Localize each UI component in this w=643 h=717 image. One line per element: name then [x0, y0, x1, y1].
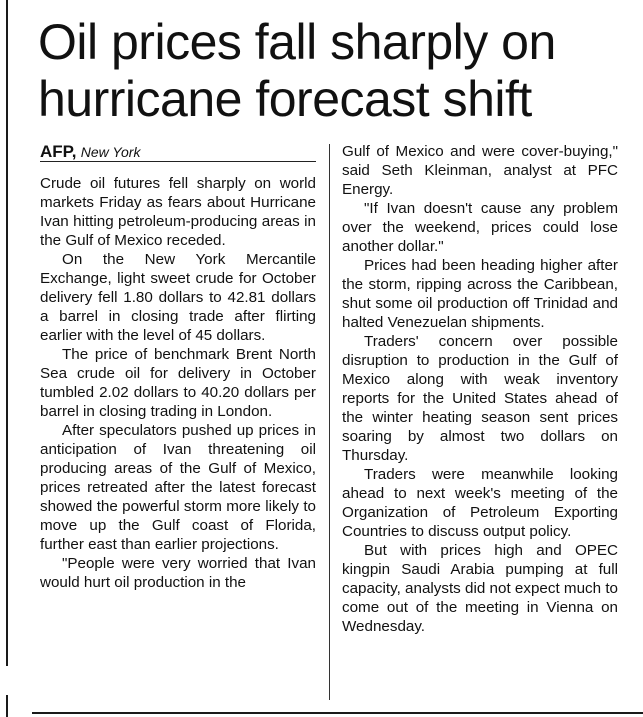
column-divider: [329, 144, 330, 700]
paragraph: After speculators pushed up prices in anticipation of Ivan threatening oil producing areas of the Gulf of Mexico, prices retreated after the latest forecast showed the powerful storm more likely to move up the Gulf coast of Florida, further east than earlier projections.: [40, 422, 316, 553]
paragraph: Traders' concern over possible disruption to production in the Gulf of Mexico along with weak inventory reports for the United States ahead of the winter heating season sent prices soaring by almost two dollars on Thursday.: [342, 333, 618, 464]
left-edge-rule-bottom: [6, 695, 8, 717]
bottom-rule: [32, 712, 643, 714]
paragraph: The price of benchmark Brent North Sea crude oil for delivery in October tumbled 2.02 dollars to 40.20 dollars per barrel in closing trading in London.: [40, 346, 316, 420]
paragraph: Gulf of Mexico and were cover-buying," said Seth Kleinman, analyst at PFC Energy.: [342, 143, 618, 198]
paragraph: "If Ivan doesn't cause any problem over the weekend, prices could lose another dollar.": [342, 200, 618, 255]
paragraph: "People were very worried that Ivan would hurt oil production in the: [40, 555, 316, 591]
byline-location: New York: [80, 144, 141, 160]
byline: [40, 142, 316, 162]
left-edge-rule-top: [6, 0, 8, 666]
paragraph: On the New York Mercantile Exchange, light sweet crude for October delivery fell 1.80 dollars to 42.81 dollars a barrel in closing trade after flirting earlier with the level of 45 dollars.: [40, 251, 316, 344]
article-column-left: [40, 142, 316, 592]
paragraph: But with prices high and OPEC kingpin Saudi Arabia pumping at full capacity, analysts did not expect much to come out of the meeting in Vienna on Wednesday.: [342, 542, 618, 635]
paragraph: Prices had been heading higher after the storm, ripping across the Caribbean, shut some oil production off Trinidad and halted Venezuelan shipments.: [342, 257, 618, 331]
headline: Oil prices fall sharply on hurricane forecast shift: [38, 14, 556, 127]
article-column-right: [342, 142, 618, 636]
paragraph: Traders were meanwhile looking ahead to next week's meeting of the Organization of Petroleum Exporting Countries to discuss output policy.: [342, 466, 618, 540]
byline-agency: AFP,: [40, 142, 77, 161]
paragraph: Crude oil futures fell sharply on world markets Friday as fears about Hurricane Ivan hitting petroleum-producing areas in the Gulf of Mexico receded.: [40, 175, 316, 249]
